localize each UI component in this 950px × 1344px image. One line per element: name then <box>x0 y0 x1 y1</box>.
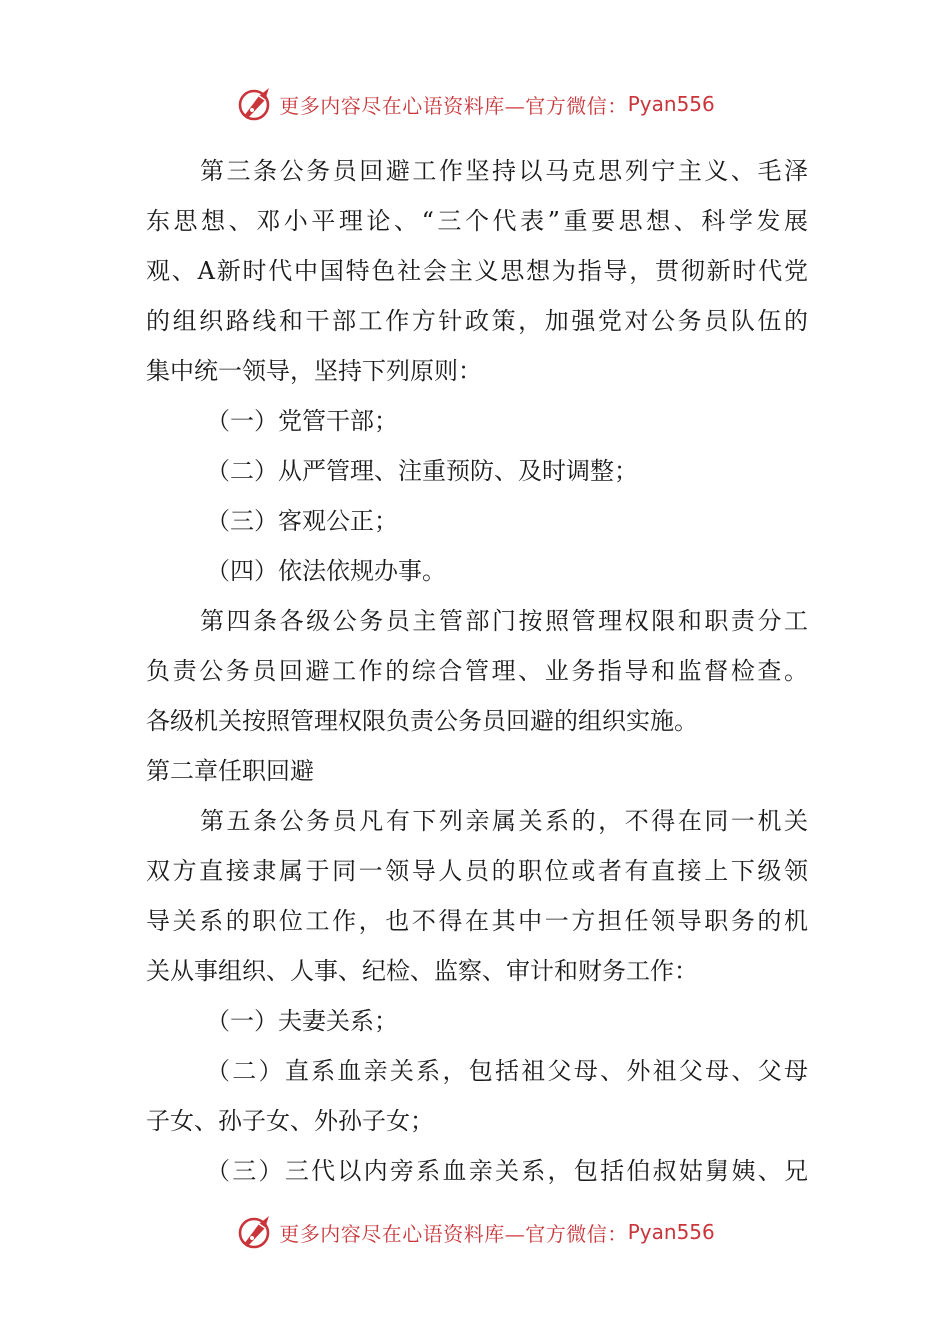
text-line: 双方直接隶属于同一领导人员的职位或者有直接上下级领 <box>146 857 808 885</box>
text-line: （四）依法依规办事。 <box>206 557 446 585</box>
text-line: （三）三代以内旁系血亲关系，包括伯叔姑舅姨、兄 <box>206 1157 808 1185</box>
text-line: 第三条公务员回避工作坚持以马克思列宁主义、毛泽 <box>200 157 808 185</box>
watermark-wechat-id: Pyan556 <box>627 92 715 116</box>
document-body <box>146 146 808 1196</box>
watermark-wechat-id: Pyan556 <box>627 1220 715 1244</box>
text-line: 第四条各级公务员主管部门按照管理权限和职责分工 <box>200 607 808 635</box>
pen-nib-logo-icon <box>235 84 275 124</box>
text-line: （三）客观公正； <box>206 507 398 535</box>
text-line: （二）直系血亲关系，包括祖父母、外祖父母、父母 <box>206 1057 808 1085</box>
text-line: 关从事组织、人事、纪检、监察、审计和财务工作： <box>146 957 698 985</box>
text-line: 东思想、邓小平理论、“三个代表”重要思想、科学发展 <box>146 207 808 235</box>
header-watermark <box>0 82 950 126</box>
watermark-text: 更多内容尽在心语资料库—官方微信： <box>279 93 628 118</box>
text-line: 第二章任职回避 <box>146 757 314 785</box>
text-line: （二）从严管理、注重预防、及时调整； <box>206 457 638 485</box>
text-line: （一）夫妻关系； <box>206 1007 398 1035</box>
text-line: 各级机关按照管理权限负责公务员回避的组织实施。 <box>146 707 698 735</box>
text-line: 的组织路线和干部工作方针政策，加强党对公务员队伍的 <box>146 307 808 335</box>
text-line: 导关系的职位工作，也不得在其中一方担任领导职务的机 <box>146 907 808 935</box>
text-line: 负责公务员回避工作的综合管理、业务指导和监督检查。 <box>146 657 808 685</box>
pen-nib-logo-icon <box>235 1212 275 1252</box>
text-line: 子女、孙子女、外孙子女； <box>146 1107 434 1135</box>
watermark-text: 更多内容尽在心语资料库—官方微信： <box>279 1221 628 1246</box>
text-line: （一）党管干部； <box>206 407 398 435</box>
text-line: 观、A新时代中国特色社会主义思想为指导，贯彻新时代党 <box>146 257 808 285</box>
footer-watermark <box>0 1210 950 1254</box>
text-line: 集中统一领导，坚持下列原则： <box>146 357 482 385</box>
text-line: 第五条公务员凡有下列亲属关系的，不得在同一机关 <box>200 807 808 835</box>
